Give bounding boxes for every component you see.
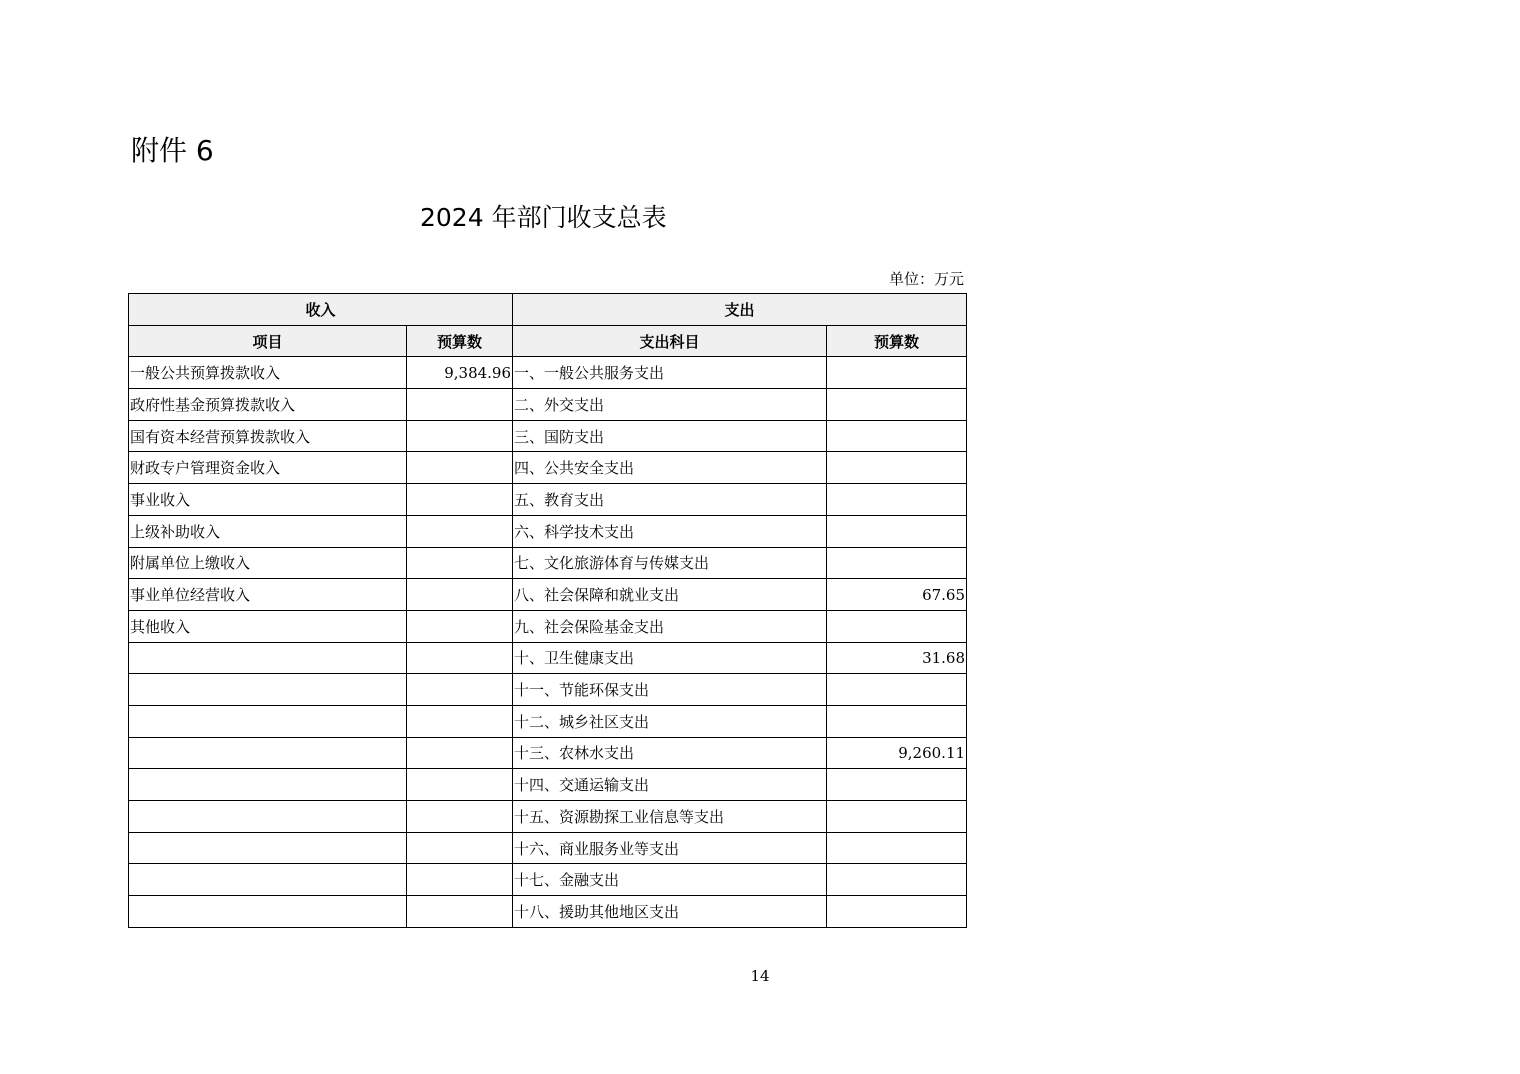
expense-item-cell: 十六、商业服务业等支出 xyxy=(513,832,827,864)
expense-item-cell: 三、国防支出 xyxy=(513,420,827,452)
table-row xyxy=(129,357,967,389)
income-budget-cell xyxy=(407,801,513,833)
col-header-expense-budget: 预算数 xyxy=(827,325,967,357)
income-item-cell: 国有资本经营预算拨款收入 xyxy=(129,420,407,452)
table-row xyxy=(129,579,967,611)
table-row xyxy=(129,801,967,833)
expense-item-cell: 十七、金融支出 xyxy=(513,864,827,896)
income-item-cell xyxy=(129,832,407,864)
table-row xyxy=(129,547,967,579)
table-row xyxy=(129,832,967,864)
table-body xyxy=(129,294,967,928)
expense-item-cell: 六、科学技术支出 xyxy=(513,515,827,547)
income-item-cell xyxy=(129,896,407,928)
expense-budget-cell xyxy=(827,896,967,928)
expense-budget-cell: 9,260.11 xyxy=(827,737,967,769)
expense-section-header: 支出 xyxy=(513,294,967,326)
expense-item-cell: 十、卫生健康支出 xyxy=(513,642,827,674)
expense-budget-cell xyxy=(827,452,967,484)
table-row xyxy=(129,737,967,769)
header-row-columns xyxy=(129,325,967,357)
income-budget-cell xyxy=(407,610,513,642)
page-title: 2024 年部门收支总表 xyxy=(420,203,667,232)
income-item-cell xyxy=(129,737,407,769)
expense-budget-cell xyxy=(827,769,967,801)
income-item-cell xyxy=(129,864,407,896)
expense-item-cell: 十五、资源勘探工业信息等支出 xyxy=(513,801,827,833)
income-item-cell: 其他收入 xyxy=(129,610,407,642)
income-budget-cell xyxy=(407,674,513,706)
table-row xyxy=(129,642,967,674)
income-budget-cell xyxy=(407,452,513,484)
income-item-cell: 上级补助收入 xyxy=(129,515,407,547)
income-item-cell xyxy=(129,674,407,706)
table-row xyxy=(129,705,967,737)
income-budget-cell xyxy=(407,484,513,516)
expense-budget-cell xyxy=(827,610,967,642)
expense-budget-cell xyxy=(827,832,967,864)
table-row xyxy=(129,452,967,484)
attachment-label: 附件 6 xyxy=(131,134,214,167)
col-header-expense-item: 支出科目 xyxy=(513,325,827,357)
income-budget-cell xyxy=(407,769,513,801)
income-budget-cell: 9,384.96 xyxy=(407,357,513,389)
income-item-cell: 财政专户管理资金收入 xyxy=(129,452,407,484)
income-item-cell xyxy=(129,769,407,801)
income-item-cell xyxy=(129,801,407,833)
income-item-cell xyxy=(129,705,407,737)
income-budget-cell xyxy=(407,420,513,452)
expense-item-cell: 十八、援助其他地区支出 xyxy=(513,896,827,928)
expense-budget-cell xyxy=(827,357,967,389)
header-row-sections xyxy=(129,294,967,326)
income-budget-cell xyxy=(407,579,513,611)
expense-budget-cell xyxy=(827,674,967,706)
table-row xyxy=(129,610,967,642)
expense-item-cell: 九、社会保险基金支出 xyxy=(513,610,827,642)
income-item-cell: 事业收入 xyxy=(129,484,407,516)
income-item-cell: 附属单位上缴收入 xyxy=(129,547,407,579)
table-row xyxy=(129,420,967,452)
income-budget-cell xyxy=(407,389,513,421)
budget-table xyxy=(128,293,967,928)
expense-item-cell: 四、公共安全支出 xyxy=(513,452,827,484)
income-budget-cell xyxy=(407,864,513,896)
table-row xyxy=(129,674,967,706)
page-number: 14 xyxy=(750,967,770,985)
expense-item-cell: 十一、节能环保支出 xyxy=(513,674,827,706)
expense-budget-cell xyxy=(827,801,967,833)
income-budget-cell xyxy=(407,896,513,928)
table-row xyxy=(129,389,967,421)
income-budget-cell xyxy=(407,515,513,547)
income-item-cell: 事业单位经营收入 xyxy=(129,579,407,611)
table-row xyxy=(129,896,967,928)
table-row xyxy=(129,484,967,516)
expense-budget-cell xyxy=(827,547,967,579)
col-header-item: 项目 xyxy=(129,325,407,357)
expense-item-cell: 十四、交通运输支出 xyxy=(513,769,827,801)
expense-budget-cell xyxy=(827,389,967,421)
income-item-cell xyxy=(129,642,407,674)
expense-budget-cell xyxy=(827,420,967,452)
expense-budget-cell xyxy=(827,484,967,516)
expense-item-cell: 二、外交支出 xyxy=(513,389,827,421)
income-budget-cell xyxy=(407,705,513,737)
unit-label: 单位：万元 xyxy=(888,270,964,288)
income-budget-cell xyxy=(407,737,513,769)
table-row xyxy=(129,864,967,896)
income-section-header: 收入 xyxy=(129,294,513,326)
expense-item-cell: 七、文化旅游体育与传媒支出 xyxy=(513,547,827,579)
income-budget-cell xyxy=(407,547,513,579)
expense-item-cell: 五、教育支出 xyxy=(513,484,827,516)
expense-budget-cell xyxy=(827,864,967,896)
expense-item-cell: 十二、城乡社区支出 xyxy=(513,705,827,737)
expense-budget-cell xyxy=(827,515,967,547)
expense-budget-cell xyxy=(827,705,967,737)
expense-item-cell: 一、一般公共服务支出 xyxy=(513,357,827,389)
col-header-income-budget: 预算数 xyxy=(407,325,513,357)
income-budget-cell xyxy=(407,642,513,674)
expense-item-cell: 十三、农林水支出 xyxy=(513,737,827,769)
table-row xyxy=(129,769,967,801)
expense-budget-cell: 67.65 xyxy=(827,579,967,611)
income-item-cell: 一般公共预算拨款收入 xyxy=(129,357,407,389)
income-budget-cell xyxy=(407,832,513,864)
table-row xyxy=(129,515,967,547)
expense-budget-cell: 31.68 xyxy=(827,642,967,674)
expense-item-cell: 八、社会保障和就业支出 xyxy=(513,579,827,611)
income-item-cell: 政府性基金预算拨款收入 xyxy=(129,389,407,421)
